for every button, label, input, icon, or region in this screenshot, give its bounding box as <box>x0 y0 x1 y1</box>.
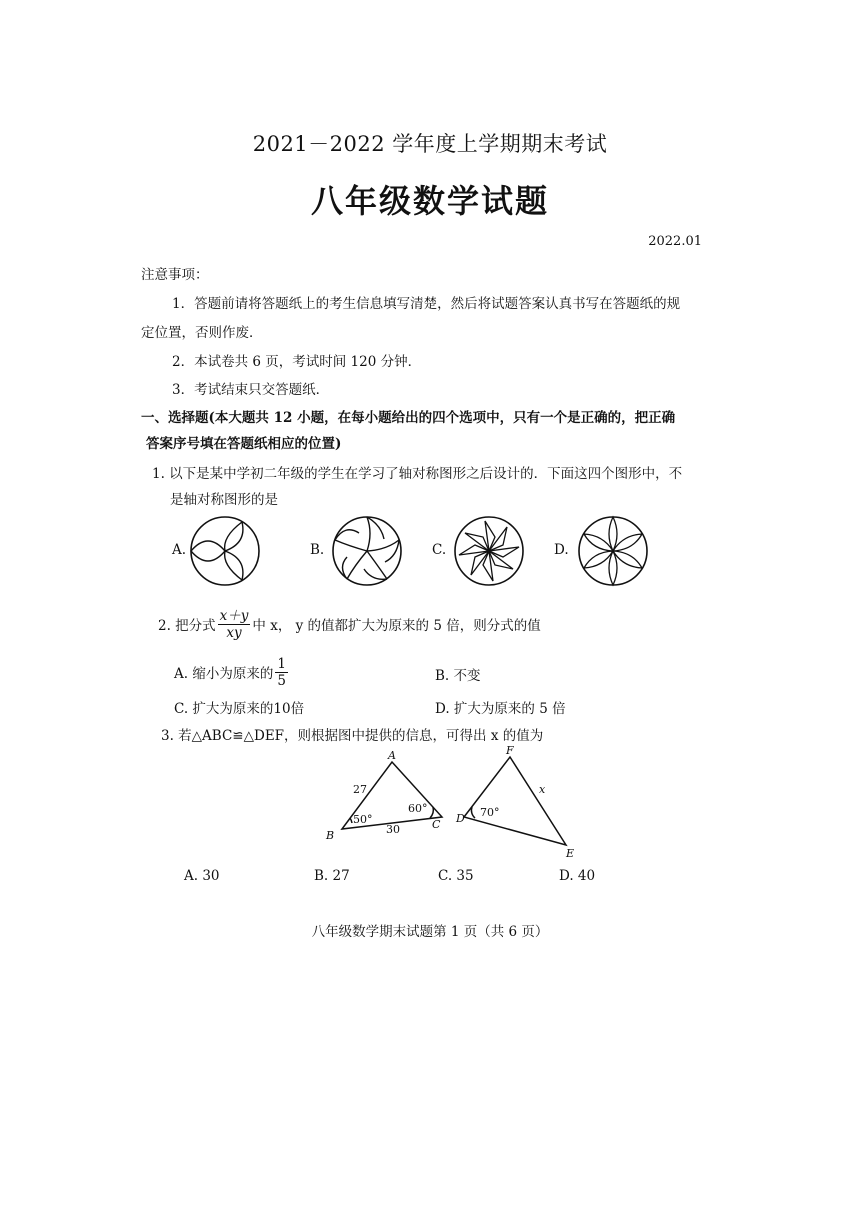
notice-item-3: 3．考试结束只交答题纸． <box>172 382 330 398</box>
q2-option-a-fraction <box>275 656 288 689</box>
angle-c-label: 60° <box>408 802 428 815</box>
exam-subtitle: 八年级数学试题 <box>310 182 549 220</box>
vertex-a: A <box>388 749 396 762</box>
q2-option-b: B. 不变 <box>435 668 481 684</box>
vertex-e: E <box>566 847 575 860</box>
q1-figure-b <box>330 514 404 588</box>
q1-stem-line-1: 1. 以下是某中学初二年级的学生在学习了轴对称图形之后设计的．下面这四个图形中，不 <box>152 466 683 482</box>
q2-option-a <box>174 652 290 692</box>
section-1-heading-line-2: 答案序号填在答题纸相应的位置) <box>146 436 342 452</box>
vertex-c: C <box>432 818 441 831</box>
q2-fraction <box>218 608 251 641</box>
notice-heading: 注意事项： <box>141 267 209 283</box>
side-x-label: x <box>539 783 546 796</box>
triangle-def <box>464 757 566 845</box>
section-1-heading-line-1: 一、选择题(本大题共 12 小题，在每小题给出的四个选项中，只有一个是正确的，把正确 <box>141 410 676 426</box>
q1-option-b-label: B. <box>310 542 325 558</box>
angle-d-label: 70° <box>480 806 500 819</box>
vertex-f: F <box>506 745 514 757</box>
q3-option-a: A. 30 <box>184 868 220 884</box>
exam-date: 2022.01 <box>648 234 702 249</box>
q2-option-a-denominator: 5 <box>277 672 286 689</box>
q1-figure-a <box>188 514 262 588</box>
q2-stem <box>158 604 541 644</box>
exam-title: 2021－2022 学年度上学期期末考试 <box>252 132 608 156</box>
page-footer: 八年级数学期末试题第 1 页（共 6 页） <box>311 924 549 940</box>
q1-stem-line-2: 是轴对称图形的是 <box>170 492 278 508</box>
angle-b-label: 50° <box>353 813 373 826</box>
q3-stem: 3. 若△ABC≌△DEF，则根据图中提供的信息，可得出 x 的值为 <box>161 728 544 744</box>
q1-option-c-label: C. <box>432 542 447 558</box>
q2-fraction-denominator: xy <box>226 624 242 641</box>
q3-option-d: D. 40 <box>559 868 596 884</box>
q2-prefix: 2. 把分式 <box>158 618 216 634</box>
q2-fraction-numerator: x＋y <box>219 607 249 624</box>
notice-item-1-line-2: 定位置，否则作废． <box>141 325 263 341</box>
q3-option-b: B. 27 <box>314 868 350 884</box>
q1-option-d-label: D. <box>554 542 569 558</box>
vertex-b: B <box>326 829 335 842</box>
side-ab-label: 27 <box>353 783 367 796</box>
notice-item-1-line-1: 1．答题前请将答题纸上的考生信息填写清楚，然后将试题答案认真书写在答题纸的规 <box>172 296 681 312</box>
q1-figure-c <box>452 514 526 588</box>
q3-triangles-figure <box>320 745 600 863</box>
q1-figure-d <box>576 514 650 588</box>
q3-option-c: C. 35 <box>438 868 474 884</box>
vertex-d: D <box>456 812 465 825</box>
q2-option-c: C. 扩大为原来的10倍 <box>174 701 305 717</box>
q2-option-a-numerator: 1 <box>277 655 286 672</box>
q1-option-a-label: A. <box>172 542 187 558</box>
notice-item-2: 2．本试卷共 6 页，考试时间 120 分钟． <box>172 354 422 370</box>
side-bc-label: 30 <box>386 823 400 836</box>
q2-option-d: D. 扩大为原来的 5 倍 <box>435 701 566 717</box>
q2-suffix: 中 x， y 的值都扩大为原来的 5 倍，则分式的值 <box>252 618 541 634</box>
q2-option-a-text: A. 缩小为原来的 <box>174 666 274 682</box>
